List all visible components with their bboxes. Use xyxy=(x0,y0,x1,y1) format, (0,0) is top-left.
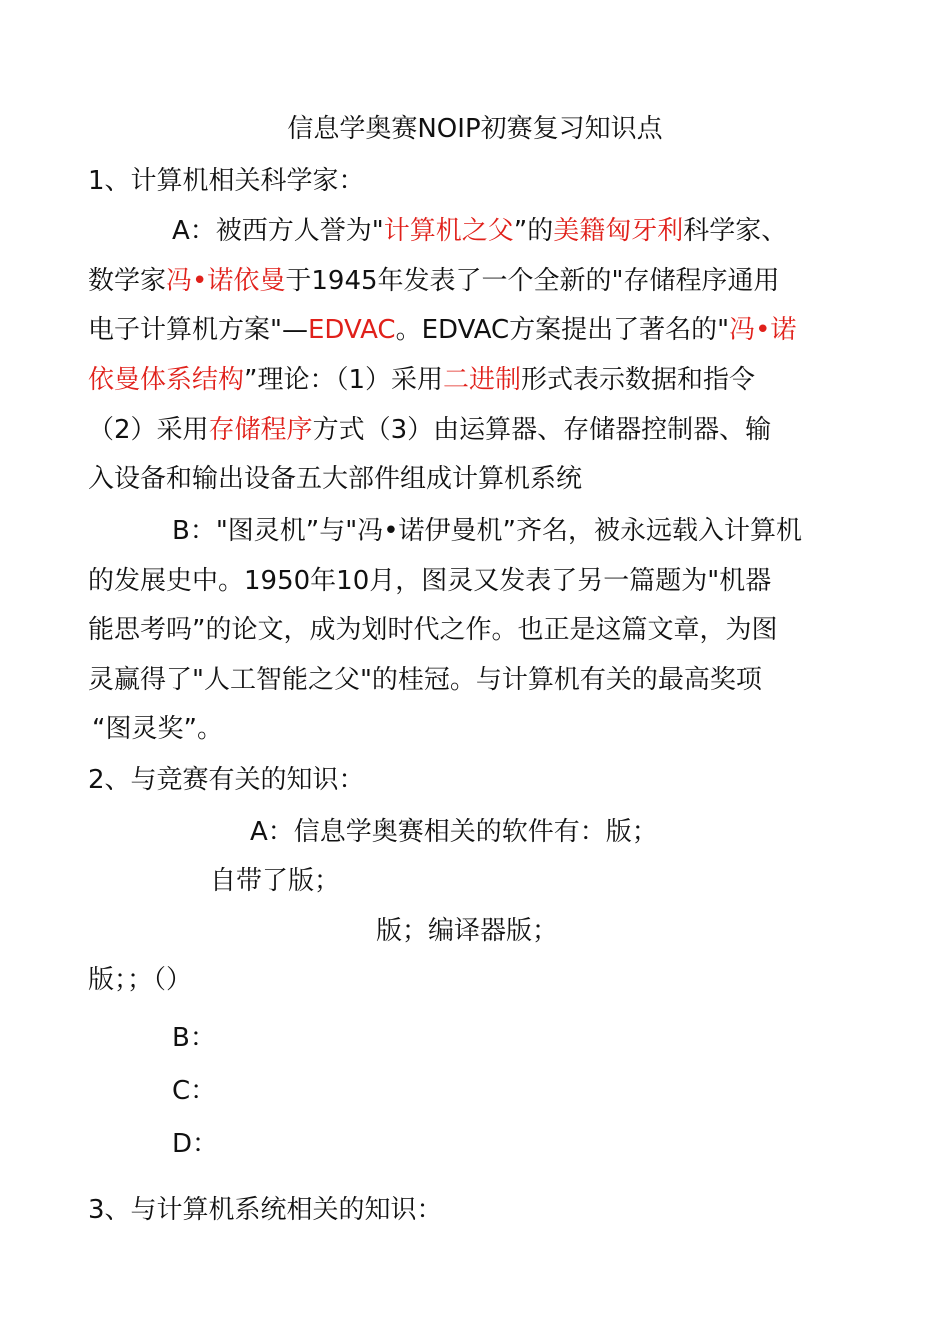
section-1-a-line-1 xyxy=(172,214,787,248)
text-run: 形式表示数据和指令 xyxy=(521,365,756,395)
highlight-hungarian-american: 美籍匈牙利 xyxy=(553,216,684,246)
document-title: 信息学奥赛NOIP初赛复习知识点 xyxy=(287,114,663,144)
text-run: 方式（3）由运算器、存储器控制器、输 xyxy=(312,415,772,445)
text-run: 数学家 xyxy=(88,266,167,296)
section-1-a-line-6: 入设备和输出设备五大部件组成计算机系统 xyxy=(88,464,583,494)
text-run: （2）采用 xyxy=(88,415,209,445)
section-2-a-line-1: A：信息学奥赛相关的软件有：版； xyxy=(250,817,658,847)
highlight-stored-program: 存储程序 xyxy=(208,415,313,445)
text-run: ”理论：（1）采用 xyxy=(244,365,444,395)
section-2-a-line-2: 自带了版； xyxy=(210,866,341,896)
highlight-von-neumann-architecture-start: 冯•诺 xyxy=(729,315,797,345)
section-1-a-line-4 xyxy=(88,363,755,397)
section-2-b: B： xyxy=(172,1023,216,1053)
section-2-a-line-4: 版；；（） xyxy=(88,965,193,995)
section-1-heading: 1、计算机相关科学家： xyxy=(88,166,365,196)
section-2-c: C： xyxy=(172,1076,217,1106)
section-2-a-line-3: 版；编译器版； xyxy=(376,916,559,946)
highlight-binary: 二进制 xyxy=(443,365,522,395)
section-1-b-line-3: 能思考吗”的论文，成为划时代之作。也正是这篇文章，为图 xyxy=(88,615,778,645)
highlight-von-neumann-architecture-end: 依曼体系结构 xyxy=(88,365,245,395)
section-1-a-line-2 xyxy=(88,264,780,298)
section-1-b-line-4: 灵赢得了"人工智能之父"的桂冠。与计算机有关的最高奖项 xyxy=(88,665,762,695)
section-1-b-line-2: 的发展史中。1950年10月，图灵又发表了另一篇题为"机器 xyxy=(88,566,772,596)
text-run: ”的 xyxy=(513,216,554,246)
section-1-a-line-5 xyxy=(88,413,771,447)
text-run: 。EDVAC方案提出了著名的" xyxy=(395,315,730,345)
section-2-heading: 2、与竞赛有关的知识： xyxy=(88,765,365,795)
text-run: 电子计算机方案"— xyxy=(88,315,308,345)
highlight-von-neumann: 冯•诺依曼 xyxy=(166,266,286,296)
section-1-b-line-1: B："图灵机”与"冯•诺伊曼机”齐名，被永远载入计算机 xyxy=(172,516,803,546)
highlight-father-of-computer: 计算机之父 xyxy=(383,216,514,246)
section-1-a-line-3 xyxy=(88,313,796,347)
section-2-d: D： xyxy=(172,1129,219,1159)
text-run: A：被西方人誉为" xyxy=(172,216,384,246)
highlight-edvac: EDVAC xyxy=(307,315,396,345)
text-run: 科学家、 xyxy=(683,216,788,246)
section-1-b-line-5: “图灵奖”。 xyxy=(92,714,223,744)
text-run: 于1945年发表了一个全新的"存储程序通用 xyxy=(285,266,780,296)
section-3-heading: 3、与计算机系统相关的知识： xyxy=(88,1195,443,1225)
